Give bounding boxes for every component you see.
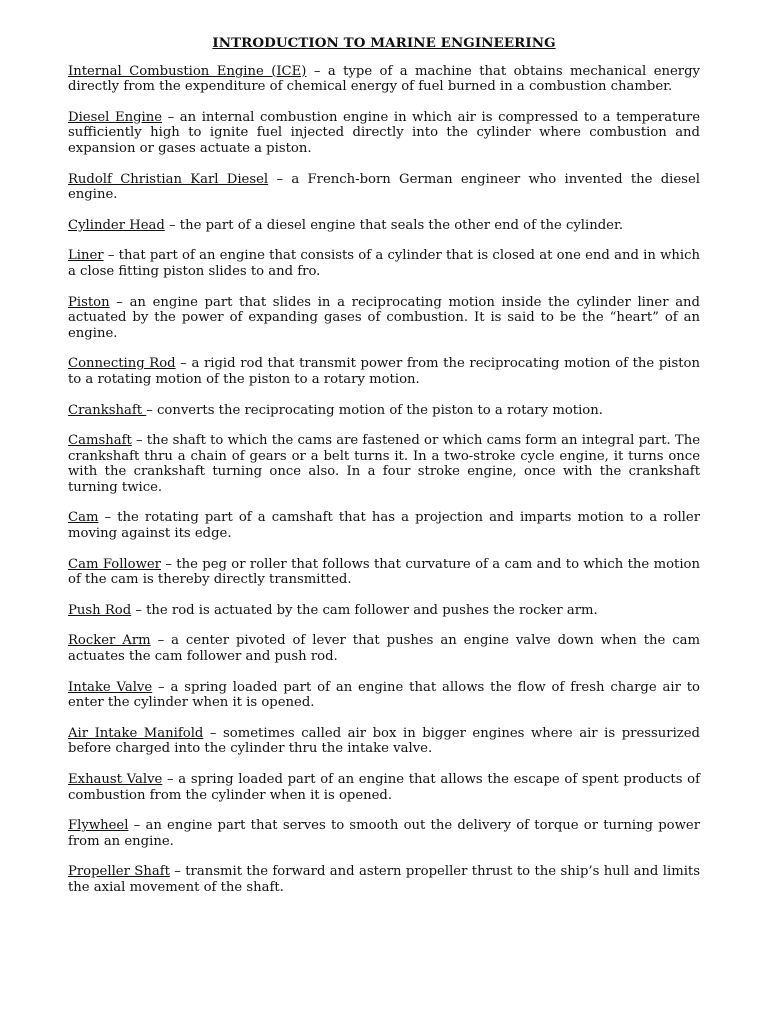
entry-definition: – the rod is actuated by the cam follower and pushes the rocker arm.: [131, 602, 598, 618]
glossary-entry: [68, 864, 700, 895]
glossary-entry: [68, 248, 700, 279]
entry-definition: – that part of an engine that consists of a cylinder that is closed at one end and in which a close fitting piston slides to and fro.: [68, 248, 700, 279]
glossary-entry: [68, 557, 700, 588]
entry-definition: – a spring loaded part of an engine that allows the escape of spent products of combustion from the cylinder when it is opened.: [68, 772, 700, 803]
entry-term: Propeller Shaft: [68, 864, 170, 880]
entry-term: Air Intake Manifold: [68, 725, 204, 741]
entry-definition: – a type of a machine that obtains mechanical energy directly from the expenditure of chemical energy of fuel burned in a combustion chamber.: [68, 63, 700, 95]
entry-term: Liner: [68, 248, 104, 264]
entry-term: Cam: [68, 510, 99, 526]
entry-definition: – an engine part that slides in a reciprocating motion inside the cylinder liner and actuated by the power of expanding gases of combustion. It is said to be the “heart” of an engine.: [68, 294, 700, 341]
glossary-entry: [68, 433, 700, 495]
entry-term: Internal Combustion Engine (ICE): [68, 63, 307, 79]
entry-term: Rocker Arm: [68, 633, 151, 649]
entry-term: Cam Follower: [68, 556, 161, 572]
entry-definition: – the peg or roller that follows that curvature of a cam and to which the motion of the cam is thereby directly transmitted.: [68, 556, 700, 588]
entry-term: Flywheel: [68, 818, 129, 834]
glossary-entry: [68, 633, 700, 664]
entry-term: Diesel Engine: [68, 109, 163, 125]
entry-definition: – a French-born German engineer who invented the diesel engine.: [68, 171, 700, 203]
glossary-entry: [68, 64, 700, 95]
glossary-entry: [68, 510, 700, 541]
entry-definition: – the shaft to which the cams are fastened or which cams form an integral part. The crankshaft thru a chain of gears or a belt turns it. In a two-stroke cycle engine, it turns once with the crankshaft turning once also. In a four stroke engine, once with the crankshaft turning twice.: [68, 433, 700, 495]
glossary-entry: [68, 110, 700, 157]
glossary-entry: [68, 818, 700, 849]
entry-definition: – a spring loaded part of an engine that allows the flow of fresh charge air to enter the cylinder when it is opened.: [68, 679, 700, 711]
entry-definition: – the part of a diesel engine that seals the other end of the cylinder.: [164, 217, 624, 233]
entry-definition: – transmit the forward and astern propeller thrust to the ship’s hull and limits the axial movement of the shaft.: [68, 864, 700, 895]
entry-term: Piston: [68, 294, 110, 310]
entry-definition: – an engine part that serves to smooth out the delivery of torque or turning power from an engine.: [68, 818, 700, 849]
glossary-entry: [68, 403, 700, 419]
glossary-entry: [68, 726, 700, 757]
document-page: [68, 36, 700, 911]
glossary-entry: [68, 603, 700, 619]
glossary-entry: [68, 295, 700, 342]
entry-term: Exhaust Valve: [68, 772, 163, 787]
entry-term: Intake Valve: [68, 679, 153, 695]
entry-definition: – a rigid rod that transmit power from the reciprocating motion of the piston to a rotating motion of the piston to a rotary motion.: [68, 356, 700, 387]
glossary-entry: [68, 172, 700, 203]
entry-term: Connecting Rod: [68, 356, 176, 372]
entry-term: Crankshaft: [68, 402, 147, 418]
entry-term: Push Rod: [68, 602, 132, 618]
entry-term: Cylinder Head: [68, 217, 165, 233]
entry-term: Rudolf Christian Karl Diesel: [68, 171, 269, 187]
glossary-entry: [68, 356, 700, 387]
entry-term: Camshaft: [68, 433, 132, 449]
glossary-entry: [68, 218, 700, 234]
entry-definition: – converts the reciprocating motion of the piston to a rotary motion.: [146, 402, 603, 418]
document-title: INTRODUCTION TO MARINE ENGINEERING: [212, 35, 556, 51]
glossary-entry: [68, 680, 700, 711]
glossary-entry: [68, 772, 700, 803]
entry-definition: – the rotating part of a camshaft that has a projection and imparts motion to a roller moving against its edge.: [68, 510, 700, 542]
entry-definition: – a center pivoted of lever that pushes an engine valve down when the cam actuates the cam follower and push rod.: [68, 633, 700, 665]
entry-definition: – sometimes called air box in bigger engines where air is pressurized before charged into the cylinder thru the intake valve.: [68, 725, 700, 757]
entry-definition: – an internal combustion engine in which air is compressed to a temperature sufficiently high to ignite fuel injected directly into the cylinder where combustion and expansion or gases actuate a piston.: [68, 109, 700, 156]
